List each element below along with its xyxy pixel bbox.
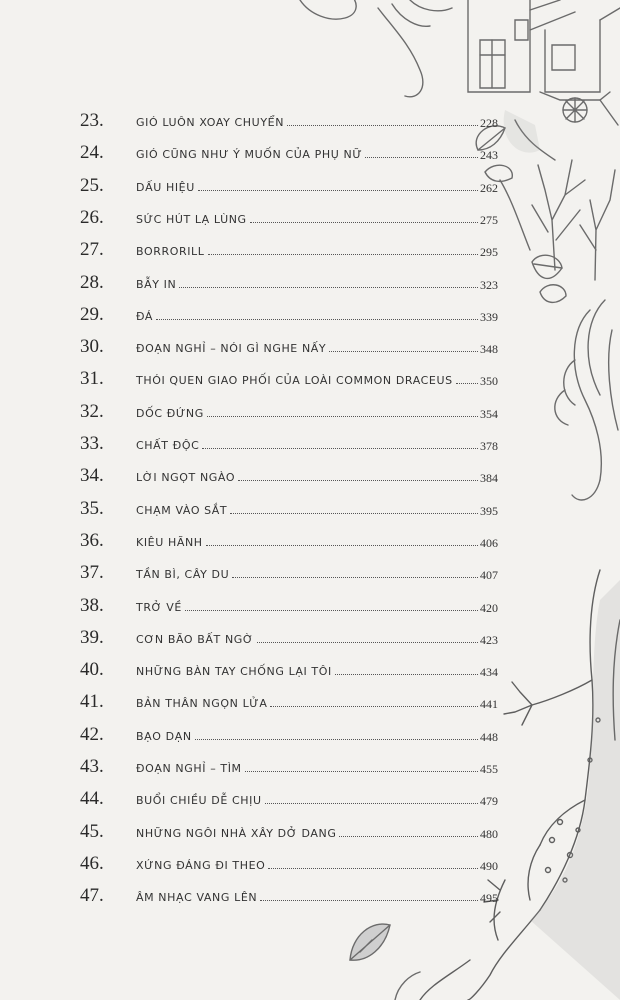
toc-entry [70, 843, 498, 873]
chapter-title: XỨNG ĐÁNG ĐI THEO [136, 858, 266, 872]
chapter-number: 25. [80, 174, 104, 196]
chapter-number: 47. [80, 885, 104, 907]
toc-entry [70, 552, 498, 582]
chapter-number: 29. [80, 303, 104, 325]
dot-leader [207, 415, 478, 417]
page-number: 384 [480, 471, 498, 486]
chapter-number: 36. [80, 529, 104, 551]
toc-entry [70, 649, 498, 679]
chapter-title: CƠN BÃO BẤT NGỜ [136, 632, 254, 646]
toc-entry [70, 262, 498, 292]
toc-entry [70, 811, 498, 841]
toc-entry [70, 875, 498, 905]
toc-entry [70, 197, 498, 227]
chapter-title: CHẤT ĐỘC [136, 439, 200, 452]
toc-entry [70, 617, 498, 647]
chapter-title: NHỮNG NGÔI NHÀ XÂY DỞ DANG [136, 826, 337, 840]
page-number: 295 [480, 245, 498, 260]
page-number: 407 [480, 568, 498, 583]
dot-leader [198, 189, 478, 191]
chapter-title: ÂM NHẠC VANG LÊN [136, 891, 258, 905]
dot-leader [365, 156, 478, 158]
toc-entry [70, 358, 498, 388]
toc-entry [70, 778, 498, 808]
dot-leader [202, 447, 478, 449]
page-number: 423 [480, 632, 498, 647]
chapter-title: ĐOẠN NGHỈ – NÓI GÌ NGHE NẤY [136, 342, 327, 356]
chapter-title: GIÓ LUÔN XOAY CHUYỂN [136, 116, 285, 129]
toc-entry [70, 326, 498, 356]
chapter-title: BẢN THÂN NGỌN LỬA [136, 697, 268, 711]
chapter-title: GIÓ CŨNG NHƯ Ý MUỐN CỦA PHỤ NỮ [136, 148, 363, 162]
toc-entry [70, 488, 498, 518]
dot-leader [245, 770, 478, 772]
page-number: 243 [480, 148, 498, 163]
chapter-title: SỨC HÚT LẠ LÙNG [136, 212, 247, 226]
chapter-number: 41. [80, 691, 104, 713]
dot-leader [329, 350, 478, 352]
dot-leader [185, 609, 478, 611]
chapter-number: 46. [80, 852, 104, 874]
toc-entry [70, 132, 498, 162]
chapter-number: 45. [80, 820, 104, 842]
page-number: 406 [480, 535, 498, 550]
page-number: 228 [480, 116, 498, 130]
chapter-number: 39. [80, 626, 104, 648]
chapter-number: 33. [80, 433, 104, 454]
page-number: 275 [480, 212, 498, 227]
chapter-title: THÓI QUEN GIAO PHỐI CỦA LOÀI COMMON DRACEUS [136, 374, 453, 388]
chapter-number: 31. [80, 368, 104, 390]
dot-leader [268, 867, 478, 869]
chapter-number: 44. [80, 788, 104, 810]
chapter-number: 40. [80, 659, 104, 681]
chapter-title: CHẠM VÀO SẮT [136, 503, 228, 517]
dot-leader [339, 835, 478, 837]
chapter-title: ĐÁ [136, 309, 154, 323]
page-number: 395 [480, 503, 498, 518]
dot-leader [179, 286, 478, 288]
dot-leader [335, 673, 478, 675]
page-number: 479 [480, 794, 498, 809]
page-number: 448 [480, 729, 498, 744]
dot-leader [232, 576, 478, 578]
chapter-number: 38. [80, 594, 104, 616]
page-number: 441 [480, 697, 498, 712]
dot-leader [208, 253, 479, 255]
page-number: 434 [480, 665, 498, 680]
page-number: 339 [480, 309, 498, 324]
page-number: 490 [480, 858, 498, 873]
chapter-number: 24. [80, 142, 104, 164]
chapter-number: 27. [80, 239, 104, 261]
toc-entry [70, 585, 498, 615]
page-number: 378 [480, 439, 498, 453]
dot-leader [206, 544, 478, 546]
toc-entry [70, 714, 498, 744]
dot-leader [265, 802, 478, 804]
page-number: 495 [480, 891, 498, 906]
chapter-number: 42. [80, 723, 104, 745]
chapter-title: KIÊU HÃNH [136, 535, 203, 549]
dot-leader [456, 382, 478, 384]
toc-entry [70, 294, 498, 324]
chapter-number: 30. [80, 336, 104, 358]
chapter-title: DẤU HIỆU [136, 180, 195, 194]
toc-entry [70, 423, 498, 453]
toc-entry [70, 100, 498, 130]
chapter-title: BUỔI CHIỀU DỄ CHỊU [136, 794, 262, 808]
dot-leader [287, 124, 478, 126]
chapter-number: 28. [80, 271, 104, 293]
chapter-title: ĐOẠN NGHỈ – TÌM [136, 762, 242, 775]
toc-entry [70, 391, 498, 421]
chapter-number: 37. [80, 562, 104, 584]
dot-leader [238, 479, 478, 481]
chapter-title: LỜI NGỌT NGÀO [136, 471, 236, 485]
dot-leader [257, 641, 478, 643]
chapter-number: 35. [80, 497, 104, 519]
toc-entry [70, 746, 498, 776]
toc-entry [70, 681, 498, 711]
chapter-title: BORRORILL [136, 245, 205, 259]
dot-leader [260, 899, 478, 901]
chapter-number: 34. [80, 465, 104, 487]
chapter-title: TẦN BÌ, CÂY DU [136, 568, 230, 582]
dot-leader [250, 221, 478, 223]
chapter-title: BẪY IN [136, 277, 177, 291]
dot-leader [156, 318, 478, 320]
page-number: 354 [480, 406, 498, 421]
dot-leader [195, 738, 478, 740]
page-number: 262 [480, 180, 498, 195]
chapter-title: TRỞ VỀ [136, 600, 182, 614]
toc-entry [70, 455, 498, 485]
chapter-title: NHỮNG BÀN TAY CHỐNG LẠI TÔI [136, 665, 332, 679]
chapter-number: 32. [80, 400, 104, 422]
page-number: 350 [480, 374, 498, 389]
chapter-title: DỐC ĐỨNG [136, 406, 204, 420]
page-number: 348 [480, 342, 498, 357]
page-number: 455 [480, 762, 498, 776]
chapter-title: BẠO DẠN [136, 729, 192, 743]
chapter-number: 23. [80, 110, 104, 131]
page-number: 480 [480, 826, 498, 841]
page-number: 420 [480, 600, 498, 615]
chapter-number: 43. [80, 756, 104, 777]
toc-entry [70, 165, 498, 195]
toc-entry [70, 520, 498, 550]
page-number: 323 [480, 277, 498, 292]
chapter-number: 26. [80, 206, 104, 228]
dot-leader [270, 705, 478, 707]
toc-entry [70, 229, 498, 259]
dot-leader [230, 512, 478, 514]
